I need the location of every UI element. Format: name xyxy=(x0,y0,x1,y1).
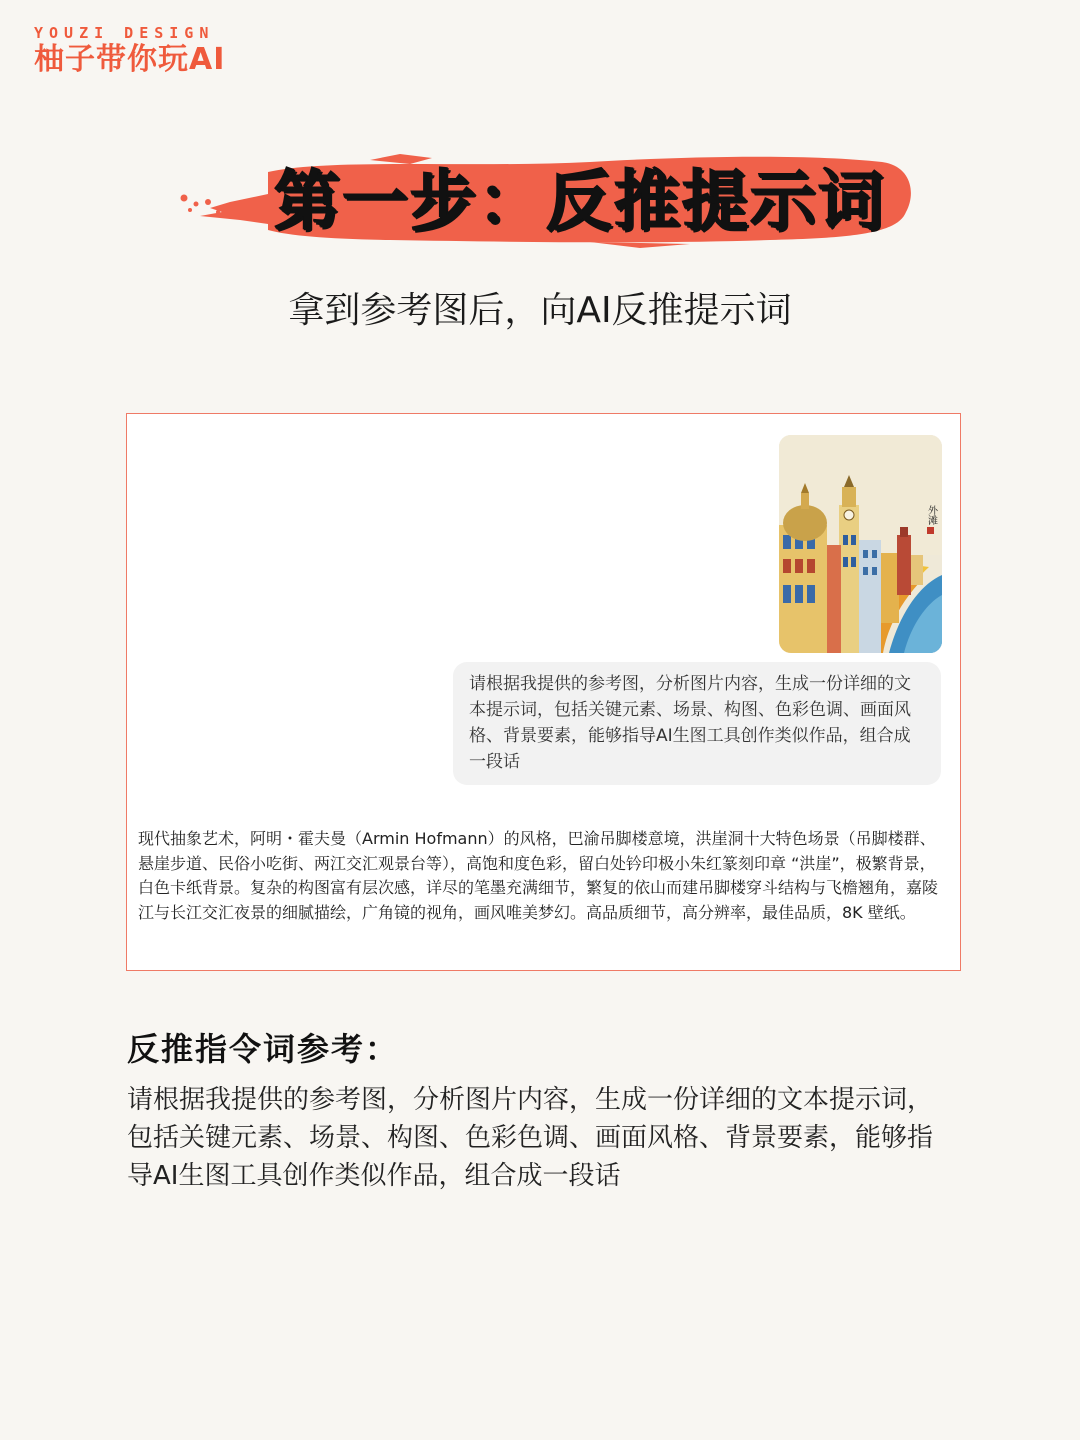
page-title-banner xyxy=(170,150,920,250)
chat-panel xyxy=(126,413,961,971)
reference-image[interactable] xyxy=(779,435,942,653)
seal-icon xyxy=(927,527,934,534)
reference-heading: 反推指令词参考： xyxy=(127,1030,400,1068)
ai-response-text: 现代抽象艺术，阿明・霍夫曼（Armin Hofmann）的风格，巴渝吊脚楼意境，洪崖洞十大特色场景（吊脚楼群、悬崖步道、民俗小吃街、两江交汇观景台等），高饱和度色彩，留白处钤印极小朱红篆刻印章 “洪崖”，极繁背景，白色卡纸背景。复杂的构图富有层次感，详尽的笔墨充满细节，繁复的依山而建吊脚楼穿斗结构与飞檐翘角，嘉陵江与长江交汇夜景的细腻描绘，广角镜的视角，画风唯美梦幻。高品质细节，高分辨率，最佳品质，8K 壁纸。 xyxy=(138,829,939,922)
brand-name-cn: 柚子带你玩AI xyxy=(34,42,226,77)
page-title: 第一步：反推提示词 xyxy=(274,163,886,240)
reference-body: 请根据我提供的参考图，分析图片内容，生成一份详细的文本提示词，包括关键元素、场景、构图、色彩色调、画面风格、背景要素，能够指导AI生图工具创作类似作品，组合成一段话 xyxy=(127,1085,934,1191)
painting-caption: 外滩 xyxy=(925,505,937,525)
page-subtitle: 拿到参考图后，向AI反推提示词 xyxy=(288,290,792,331)
brand-name-en: YOUZI DESIGN xyxy=(34,24,215,42)
brand-logo xyxy=(34,24,225,78)
bund-painting-image xyxy=(779,435,942,653)
user-message-bubble: 请根据我提供的参考图，分析图片内容，生成一份详细的文本提示词，包括关键元素、场景、构图、色彩色调、画面风格、背景要素，能够指导AI生图工具创作类似作品，组合成一段话 xyxy=(453,662,941,785)
